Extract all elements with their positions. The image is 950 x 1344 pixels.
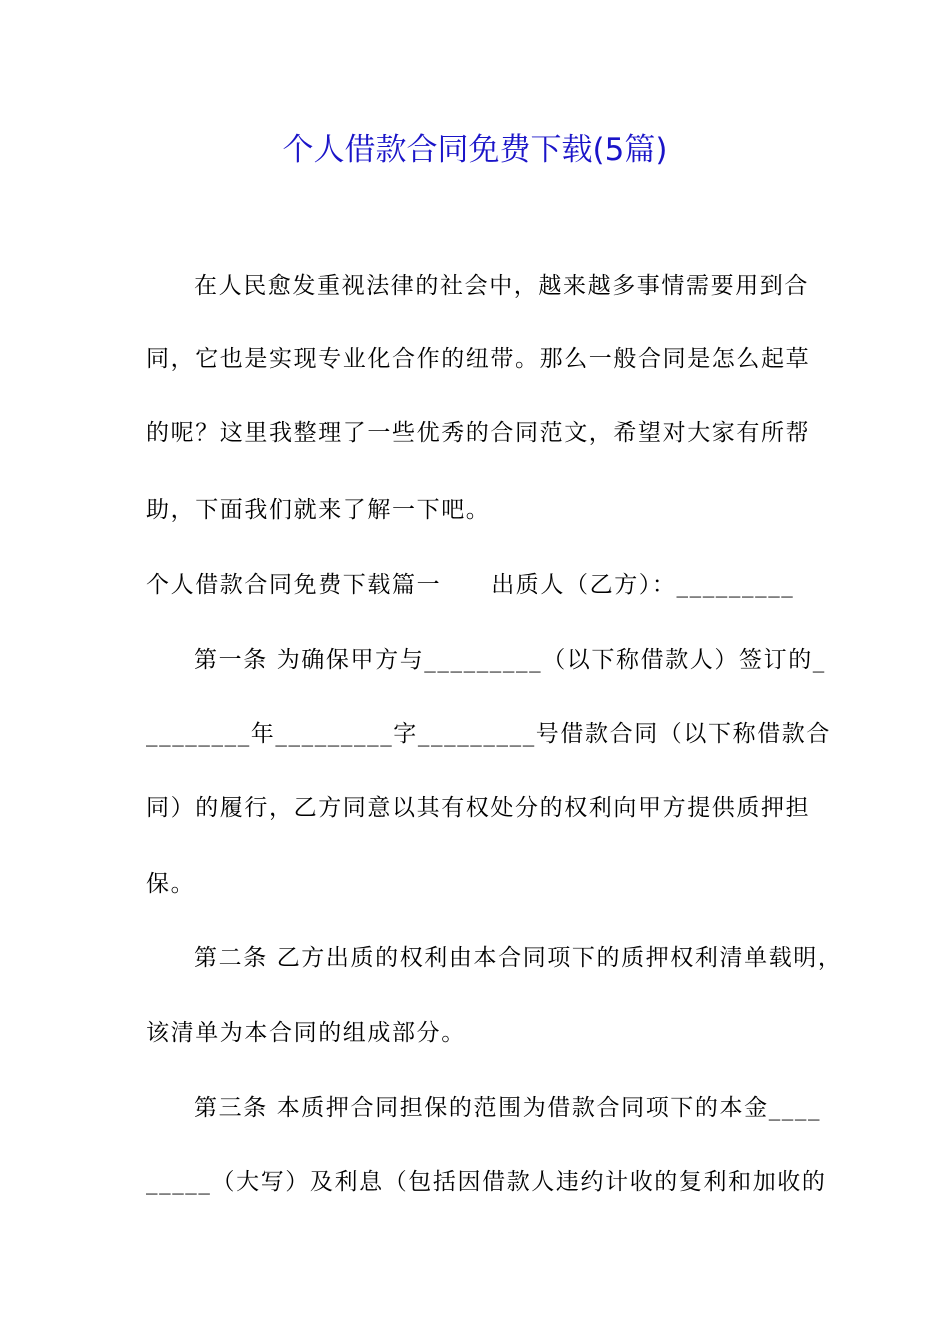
section-heading: 个人借款合同免费下载篇一 [146, 572, 442, 598]
paragraph-line: 同，它也是实现专业化合作的纽带。那么一般合同是怎么起草 [146, 346, 811, 372]
pledgor-field: 出质人（乙方）：_________ [491, 572, 795, 598]
clause-line: 该清单为本合同的组成部分。 [146, 1020, 466, 1046]
document-title: 个人借款合同免费下载(5篇) [282, 132, 668, 168]
clause-line: 保。 [146, 871, 196, 897]
clause-line: ________年_________字_________号借款合同（以下称借款合 [146, 721, 831, 747]
paragraph-line: 的呢？这里我整理了一些优秀的合同范文，希望对大家有所帮 [146, 420, 811, 446]
paragraph-line: 在人民愈发重视法律的社会中，越来越多事情需要用到合 [194, 273, 809, 299]
section-heading-line [146, 570, 794, 600]
paragraph-line: 助，下面我们就来了解一下吧。 [146, 497, 491, 523]
clause-line: 第一条 为确保甲方与_________（以下称借款人）签订的_ [194, 647, 826, 673]
clause-line: _____（大写）及利息（包括因借款人违约计收的复利和加收的 [146, 1169, 827, 1195]
clause-line: 第三条 本质押合同担保的范围为借款合同项下的本金____ [194, 1095, 822, 1121]
clause-line: 第二条 乙方出质的权利由本合同项下的质押权利清单载明， [194, 945, 843, 971]
clause-line: 同）的履行，乙方同意以其有权处分的权利向甲方提供质押担 [146, 795, 811, 821]
